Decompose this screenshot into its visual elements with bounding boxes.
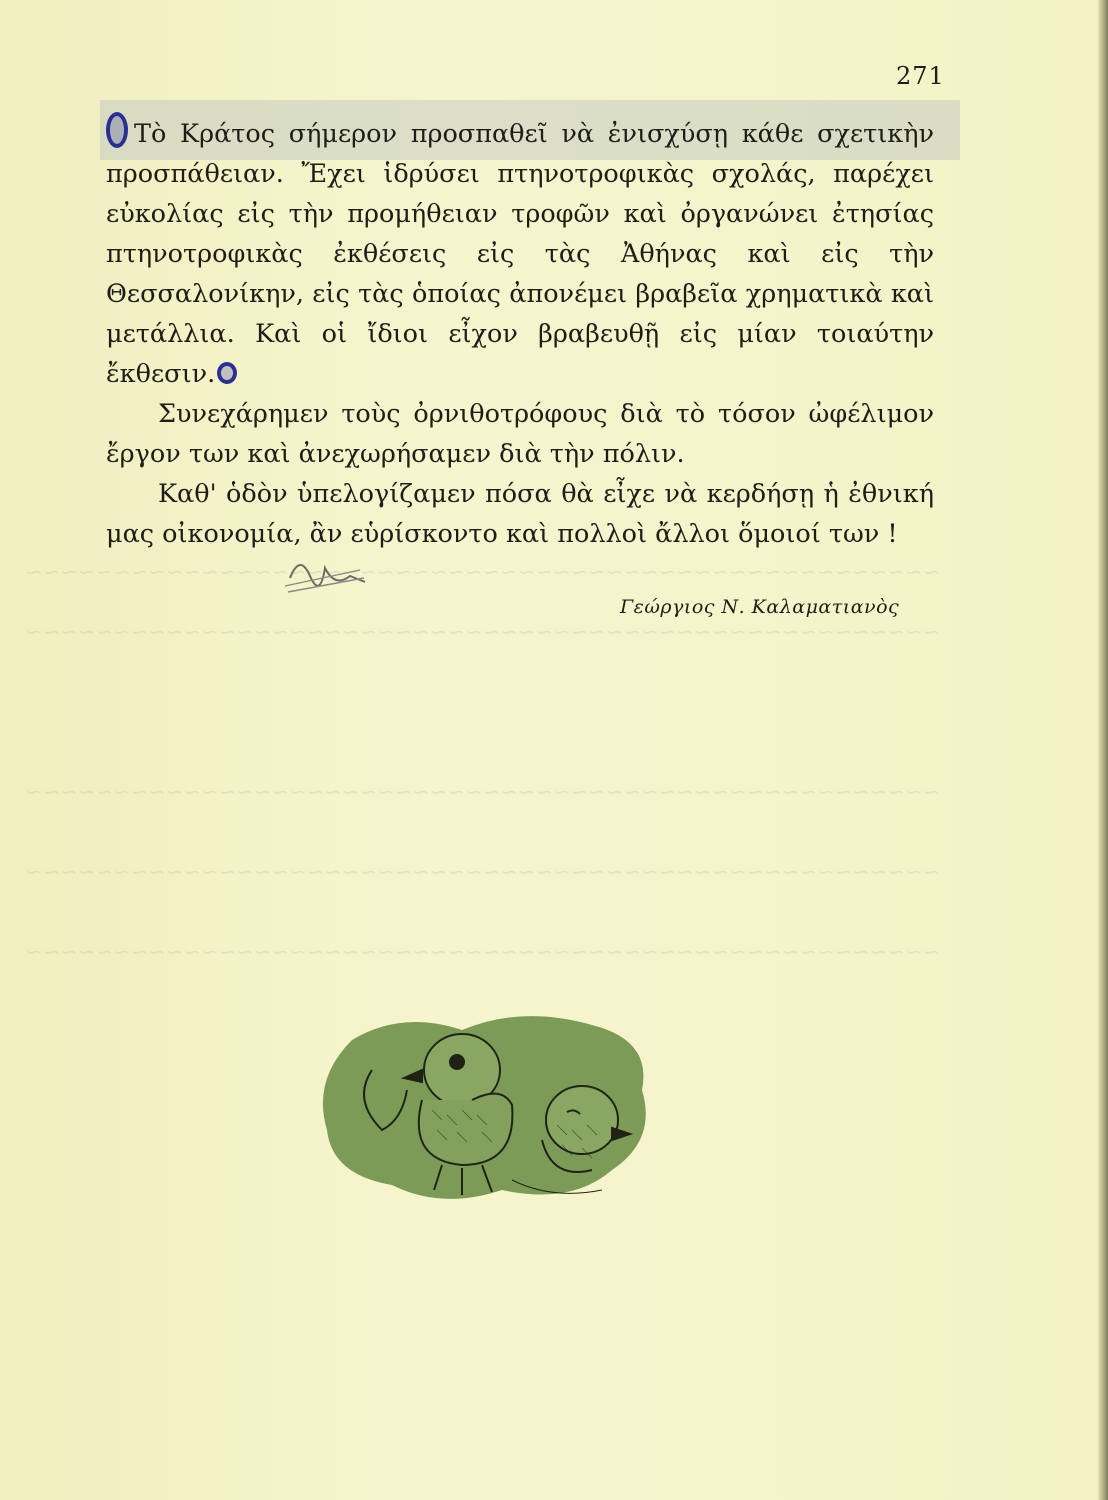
circle-pen-mark-icon <box>106 112 128 148</box>
page-number: 271 <box>896 62 945 90</box>
paragraph-1 <box>106 112 934 394</box>
show-through-text: ~~~~~~~~~~~~~~~~~~~~~~~~~~~~~~~~~~~~~~~~~~~~~~~~~~~~ <box>25 560 940 584</box>
chicks-illustration <box>312 1000 652 1210</box>
circle-pen-mark-icon <box>217 362 237 384</box>
paragraph-1-text: Τὸ Κράτος σήμερον προσπαθεῖ νὰ ἐνισχύσῃ κάθε σχετικὴν προσπάθειαν. Ἔχει ἱδρύσει πτηνοτροφικὰς σχολάς, παρέχει εὐκολίας εἰς τὴν προμήθειαν τροφῶν καὶ ὀργανώνει ἐτησίας πτηνοτροφικὰς ἐκθέσεις εἰς τὰς Ἀθήνας καὶ εἰς τὴν Θεσσαλονίκην, εἰς τὰς ὁποίας ἀπονέμει βραβεῖα χρηματικὰ καὶ μετάλλια. Καὶ οἱ ἴδιοι εἶχον βραβευθῇ εἰς μίαν τοιαύτην ἔκθεσιν. <box>106 119 934 389</box>
paragraph-3-text: Καθ' ὁδὸν ὑπελογίζαμεν πόσα θὰ εἶχε νὰ κερδήσῃ ἡ ἐθνική μας οἰκονομία, ἂν εὑρίσκοντο καὶ πολλοὶ ἄλλοι ὅμοιοί των ! <box>106 479 934 549</box>
page-edge <box>1098 0 1108 1500</box>
pencil-scribble-icon <box>280 548 370 598</box>
author-signature: Γεώργιος Ν. Καλαματιανὸς <box>620 596 900 618</box>
paragraph-3 <box>106 474 934 554</box>
show-through-text: ~~~~~~~~~~~~~~~~~~~~~~~~~~~~~~~~~~~~~~~~~~~~~~~~~~~~ <box>25 620 940 644</box>
paragraph-2: Συνεχάρημεν τοὺς ὀρνιθοτρόφους διὰ τὸ τόσον ὠφέλιμον ἔργον των καὶ ἀνεχωρήσαμεν διὰ τὴν πόλιν. <box>106 399 934 469</box>
body-text <box>106 112 934 554</box>
show-through-text: ~~~~~~~~~~~~~~~~~~~~~~~~~~~~~~~~~~~~~~~~~~~~~~~~~~~~ <box>25 860 940 884</box>
show-through-text: ~~~~~~~~~~~~~~~~~~~~~~~~~~~~~~~~~~~~~~~~~~~~~~~~~~~~ <box>25 780 940 804</box>
show-through-text: ~~~~~~~~~~~~~~~~~~~~~~~~~~~~~~~~~~~~~~~~~~~~~~~~~~~~ <box>25 940 940 964</box>
